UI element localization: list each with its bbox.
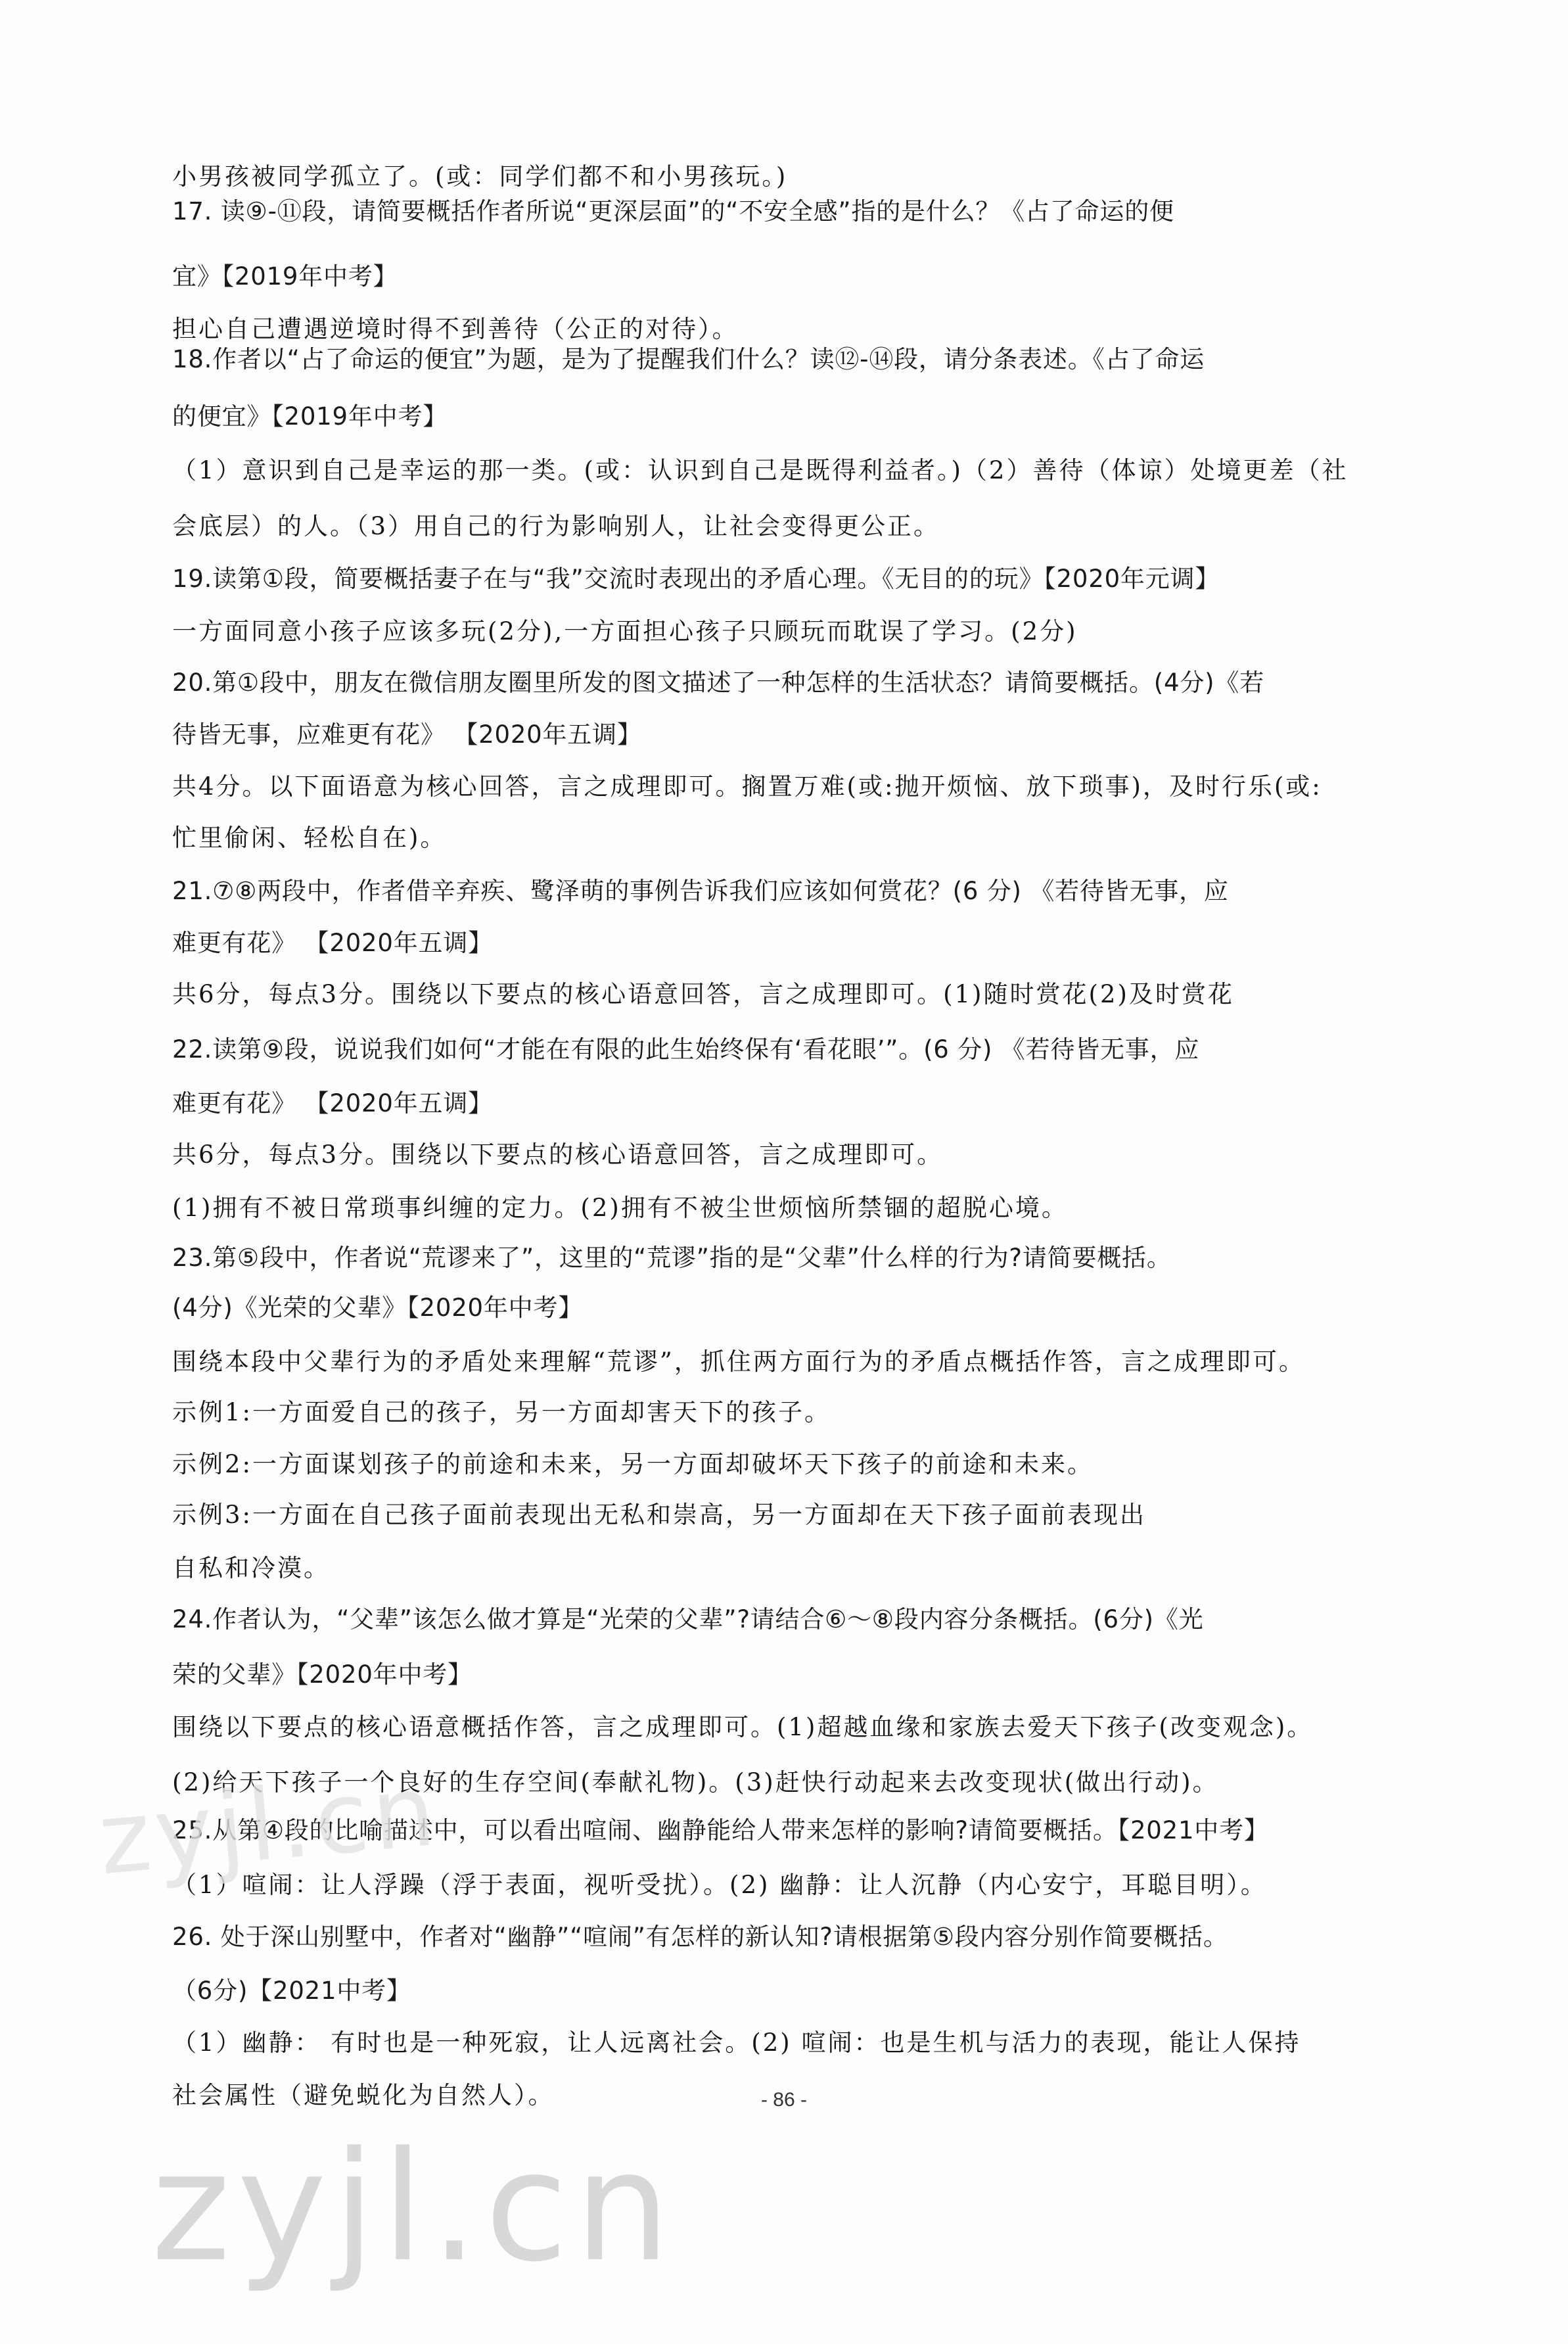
answer-line: 示例2:一方面谋划孩子的前途和未来，另一方面却破坏天下孩子的前途和未来。: [172, 1450, 1094, 1478]
page-number: - 86 -: [760, 2089, 808, 2111]
answer-line: （1）幽静： 有时也是一种死寂，让人远离社会。(2) 喧闹：也是生机与活力的表现，能让人保持: [172, 2028, 1301, 2057]
watermark: zyjl.cn: [94, 1753, 444, 1898]
answer-line: 围绕本段中父辈行为的矛盾处来理解“荒谬”，抓住两方面行为的矛盾点概括作答，言之成理即可。: [172, 1348, 1305, 1376]
answer-line: 会底层）的人。（3）用自己的行为影响别人，让社会变得更公正。: [172, 512, 940, 540]
answer-line: (2)给天下孩子一个良好的生存空间(奉献礼物)。(3)赶快行动起来去改变现状(做出行动)。: [172, 1768, 1219, 1796]
question-line: 19.读第①段，简要概括妻子在与“我”交流时表现出的矛盾心理。《无目的的玩》【2020年元调】: [172, 565, 1220, 593]
answer-line: 共6分，每点3分。围绕以下要点的核心语意回答，言之成理即可。: [172, 1140, 944, 1169]
question-line: 24.作者认为，“父辈”该怎么做才算是“光荣的父辈”?请结合⑥～⑧段内容分条概括。(6分)《光: [172, 1605, 1204, 1633]
answer-line: (1)拥有不被日常琐事纠缠的定力。(2)拥有不被尘世烦恼所禁锢的超脱心境。: [172, 1194, 1068, 1222]
answer-line: 社会属性（避免蜕化为自然人）。: [172, 2081, 555, 2109]
question-line: 荣的父辈》【2020年中考】: [172, 1660, 473, 1689]
answer-line: 共6分，每点3分。围绕以下要点的核心语意回答，言之成理即可。(1)随时赏花(2)及时赏花: [172, 980, 1234, 1008]
answer-line: 一方面同意小孩子应该多玩(2分),一方面担心孩子只顾玩而耽误了学习。(2分): [172, 617, 1078, 645]
answer-line: 共4分。以下面语意为核心回答，言之成理即可。搁置万难(或:抛开烦恼、放下琐事)，及时行乐(或:: [172, 772, 1322, 801]
answer-line: 担心自己遭遇逆境时得不到善待（公正的对待）。: [172, 315, 739, 343]
question-line: 难更有花》 【2020年五调】: [172, 1089, 493, 1117]
question-line: 21.⑦⑧两段中，作者借辛弃疾、鹭泽萌的事例告诉我们应该如何赏花？(6 分) 《若待皆无事，应: [172, 877, 1229, 905]
answer-line: （1）意识到自己是幸运的那一类。(或：认识到自己是既得利益者。)（2）善待（体谅）处境更差（社: [172, 456, 1349, 484]
question-line: 26. 处于深山别墅中，作者对“幽静”“喧闹”有怎样的新认知?请根据第⑤段内容分别作简要概括。: [172, 1923, 1228, 1951]
question-line: 17. 读⑨-⑪段，请简要概括作者所说“更深层面”的“不安全感”指的是什么？《占了命运的便: [172, 197, 1174, 225]
question-line: 20.第①段中，朋友在微信朋友圈里所发的图文描述了一种怎样的生活状态？请简要概括。(4分)《若: [172, 668, 1265, 697]
answer-line: 围绕以下要点的核心语意概括作答，言之成理即可。(1)超越血缘和家族去爱天下孩子(改变观念)。: [172, 1713, 1314, 1741]
answer-line: 自私和冷漠。: [172, 1554, 330, 1582]
question-line: 待皆无事，应难更有花》 【2020年五调】: [172, 720, 642, 749]
question-line: 23.第⑤段中，作者说“荒谬来了”，这里的“荒谬”指的是“父辈”什么样的行为?请简要概括。: [172, 1244, 1172, 1272]
question-line: (4分)《光荣的父辈》【2020年中考】: [172, 1294, 584, 1322]
question-line: 25.从第④段的比喻描述中，可以看出喧闹、幽静能给人带来怎样的影响?请简要概括。【2021中考】: [172, 1816, 1269, 1844]
answer-line: 忙里偷闲、轻松自在)。: [172, 824, 447, 852]
question-line: 22.读第⑨段，说说我们如何“才能在有限的此生始终保有‘看花眼’”。(6 分) 《若待皆无事，应: [172, 1035, 1200, 1064]
question-line: 难更有花》 【2020年五调】: [172, 929, 493, 957]
answer-line: 示例1:一方面爱自己的孩子，另一方面却害天下的孩子。: [172, 1398, 831, 1426]
answer-line: 小男孩被同学孤立了。(或：同学们都不和小男孩玩。): [172, 162, 788, 191]
watermark: zyjl.cn: [151, 2120, 677, 2295]
question-line: （6分)【2021中考】: [172, 1977, 411, 2005]
question-line: 18.作者以“占了命运的便宜”为题，是为了提醒我们什么？读⑫-⑭段，请分条表述。《占了命运: [172, 345, 1205, 373]
question-line: 宜》【2019年中考】: [172, 262, 398, 291]
answer-line: （1）喧闹：让人浮躁（浮于表面，视听受扰）。(2) 幽静：让人沉静（内心安宁，耳聪目明）。: [172, 1871, 1267, 1899]
question-line: 的便宜》【2019年中考】: [172, 402, 448, 431]
answer-line: 示例3:一方面在自己孩子面前表现出无私和崇高，另一方面却在天下孩子面前表现出: [172, 1501, 1147, 1529]
